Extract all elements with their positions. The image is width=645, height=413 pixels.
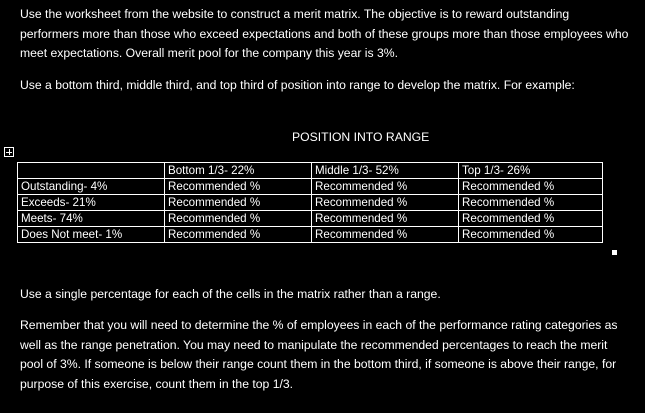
table-resize-handle-icon[interactable]: [612, 250, 617, 255]
table-row: [18, 179, 603, 195]
table-header-cell[interactable]: Bottom 1/3- 22%: [165, 163, 312, 179]
rating-cell[interactable]: Meets- 74%: [18, 211, 165, 227]
table-cell[interactable]: Recommended %: [459, 211, 603, 227]
merit-matrix-table: [17, 162, 603, 243]
table-row: [18, 227, 603, 243]
table-header-cell[interactable]: Middle 1/3- 52%: [312, 163, 459, 179]
table-cell[interactable]: Recommended %: [312, 211, 459, 227]
thirds-paragraph: Use a bottom third, middle third, and top third of position into range to develop the matrix. For example:: [20, 78, 575, 92]
table-cell[interactable]: Recommended %: [459, 227, 603, 243]
table-cell[interactable]: Recommended %: [165, 227, 312, 243]
table-cell[interactable]: Recommended %: [165, 195, 312, 211]
table-cell[interactable]: [18, 163, 165, 179]
table-cell[interactable]: Recommended %: [312, 227, 459, 243]
intro-paragraph: Use the worksheet from the website to construct a merit matrix. The objective is to reward outstanding performers more than those who exceed expectations and both of these groups more than those employees who meet expectations. Overall merit pool for the company this year is 3%.: [20, 7, 629, 60]
table-row: [18, 195, 603, 211]
rating-cell[interactable]: Does Not meet- 1%: [18, 227, 165, 243]
rating-cell[interactable]: Exceeds- 21%: [18, 195, 165, 211]
table-header-row: [18, 163, 603, 179]
table-cell[interactable]: Recommended %: [312, 195, 459, 211]
table-cell[interactable]: Recommended %: [459, 195, 603, 211]
table-cell[interactable]: Recommended %: [312, 179, 459, 195]
table-cell[interactable]: Recommended %: [165, 179, 312, 195]
table-row: [18, 211, 603, 227]
position-into-range-heading: POSITION INTO RANGE: [292, 130, 430, 144]
table-move-handle-icon[interactable]: [4, 147, 14, 157]
table-header-cell[interactable]: Top 1/3- 26%: [459, 163, 603, 179]
table-cell[interactable]: Recommended %: [165, 211, 312, 227]
rating-cell[interactable]: Outstanding- 4%: [18, 179, 165, 195]
single-percentage-paragraph: Use a single percentage for each of the cells in the matrix rather than a range.: [20, 287, 441, 301]
table-cell[interactable]: Recommended %: [459, 179, 603, 195]
remember-paragraph: Remember that you will need to determine the % of employees in each of the performance rating categories as well as the range penetration. You may need to manipulate the recommended percentages to reach the merit pool of 3%. If someone is below their range count them in the bottom third, if someone is above their range, for purpose of this exercise, count them in the top 1/3.: [20, 318, 618, 391]
